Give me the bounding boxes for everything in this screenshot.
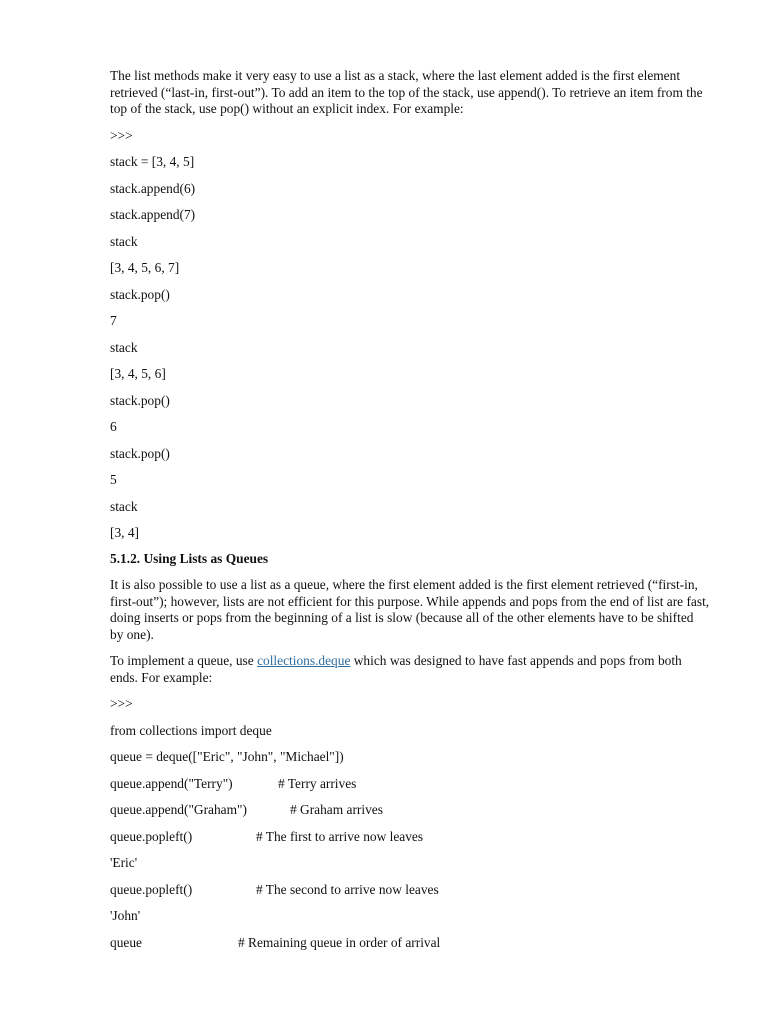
code-text: from collections import deque [110,722,272,738]
stack-line: stack.pop() [110,445,170,461]
queue-code-row [110,723,710,739]
code-text: queue = deque(["Eric", "John", "Michael"]) [110,749,344,764]
code-comment: # The first to arrive now leaves [256,828,424,844]
queue-intro-paragraph: It is also possible to use a list as a queue, where the first element added is the first element retrieved (“first-in, first-out”); however, lists are not efficient for this purpose. While appends and pops from the end of list are fast, doing inserts or pops from the beginning of a list is slow (because all of the other elements have to be shifted by one). [110,577,710,642]
section-heading: 5.1.2. Using Lists as Queues [110,551,269,566]
stack-prompt: >>> [110,127,133,143]
queue-code-row [110,829,710,845]
stack-line: stack [110,233,138,249]
stack-line: stack [110,498,138,514]
queue-code-row [110,882,710,898]
code-text: queue.popleft() [110,828,193,844]
stack-line: 6 [110,419,117,434]
code-text: queue [110,934,142,950]
stack-line: [3, 4] [110,525,140,540]
document-page [110,68,710,961]
queue-code-row [110,935,710,951]
stack-line: stack [110,339,138,355]
collections-deque-link[interactable]: collections.deque [257,653,351,668]
code-text: 'John' [110,908,141,923]
code-text: queue.popleft() [110,881,193,897]
stack-line: stack = [3, 4, 5] [110,154,195,169]
stack-line: 7 [110,313,117,328]
queue-prompt: >>> [110,696,133,711]
stack-line: stack.pop() [110,392,170,408]
stack-line: 5 [110,472,117,487]
code-text: queue.append("Terry") [110,775,233,791]
queue-code-row [110,749,710,765]
code-text: queue.append("Graham") [110,802,247,817]
stack-intro-paragraph: The list methods make it very easy to use a list as a stack, where the last element added is the first element retrieved (“last-in, first-out”). To add an item to the top of the stack, use append(). To retrieve an item from the top of the stack, use pop() without an explicit index. For example: [110,68,703,116]
queue-code-row [110,776,710,792]
para-text-before: To implement a queue, use [110,653,258,668]
code-comment: # Terry arrives [278,775,357,791]
stack-line: stack.append(7) [110,207,196,222]
stack-line: [3, 4, 5, 6, 7] [110,260,180,275]
code-comment: # Graham arrives [290,802,383,817]
stack-line: [3, 4, 5, 6] [110,366,166,381]
para-text-after: which was designed to have fast appends and pops from both ends. For example: [110,653,682,685]
code-comment: # Remaining queue in order of arrival [238,934,441,950]
code-comment: # The second to arrive now leaves [256,881,439,897]
code-text: 'Eric' [110,855,138,870]
queue-deque-paragraph [110,653,710,686]
stack-line: stack.pop() [110,286,170,302]
stack-line: stack.append(6) [110,180,196,196]
queue-code-row [110,908,710,924]
queue-code-row [110,802,710,818]
queue-code-row [110,855,710,871]
